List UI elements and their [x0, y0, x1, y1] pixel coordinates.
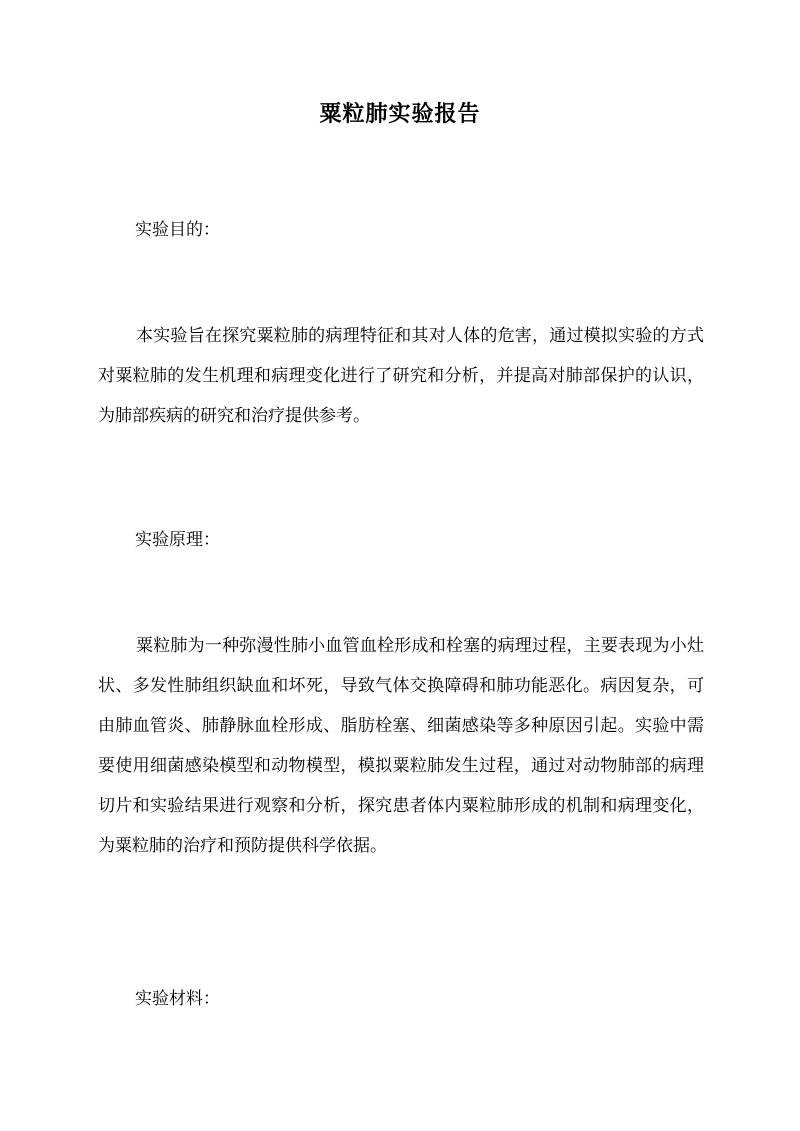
section-body-principle: 粟粒肺为一种弥漫性肺小血管血栓形成和栓塞的病理过程，主要表现为小灶状、多发性肺组织缺血和坏死，导致气体交换障碍和肺功能恶化。病因复杂，可由肺血管炎、肺静脉血栓形成、脂肪栓塞、细菌感染等多种原因引起。实验中需要使用细菌感染模型和动物模型，模拟粟粒肺发生过程，通过对动物肺部的病理切片和实验结果进行观察和分析，探究患者体内粟粒肺形成的机制和病理变化，为粟粒肺的治疗和预防提供科学依据。 — [98, 636, 704, 856]
section-heading-principle: 实验原理： — [135, 530, 220, 550]
section-heading-materials: 实验材料： — [135, 989, 220, 1009]
section-heading-purpose: 实验目的： — [135, 220, 220, 240]
document-title: 粟粒肺实验报告 — [319, 101, 481, 127]
section-body-purpose: 本实验旨在探究粟粒肺的病理特征和其对人体的危害，通过模拟实验的方式对粟粒肺的发生机理和病理变化进行了研究和分析，并提高对肺部保护的认识，为肺部疾病的研究和治疗提供参考。 — [98, 326, 704, 426]
